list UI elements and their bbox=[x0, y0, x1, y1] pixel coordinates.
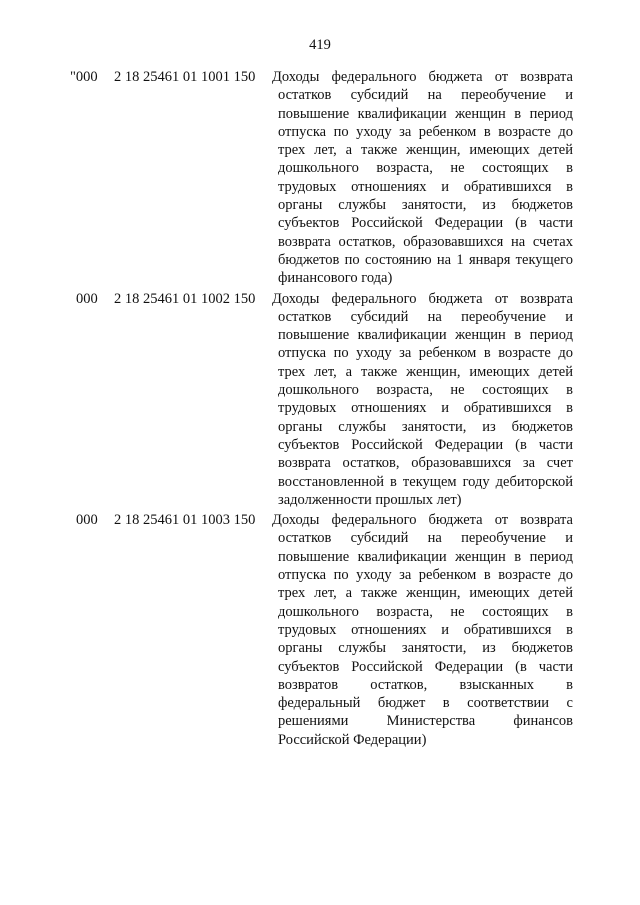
description-line: финансового года) bbox=[278, 270, 393, 287]
budget-classification-code: 2 18 25461 01 1003 150 bbox=[114, 512, 256, 529]
income-description bbox=[272, 290, 573, 510]
description-line: отпуска по уходу за ребенком в возрасте до bbox=[278, 123, 573, 140]
admin-code: 000 bbox=[76, 290, 98, 307]
description-line: субъектов Российской Федерации (в части bbox=[278, 658, 573, 675]
description-line: отпуска по уходу за ребенком в возрасте до bbox=[278, 345, 573, 362]
description-line: остатков субсидий на переобучение и bbox=[278, 308, 573, 325]
description-line: Российской Федерации) bbox=[278, 731, 427, 748]
description-line: повышение квалификации женщин в период bbox=[278, 327, 573, 344]
description-line: трудовых отношениях и обратившихся в bbox=[278, 621, 573, 638]
budget-classification-code: 2 18 25461 01 1001 150 bbox=[114, 69, 256, 85]
description-line: остатков субсидий на переобучение и bbox=[278, 87, 573, 104]
description-line: трех лет, а также женщин, имеющих детей bbox=[278, 142, 573, 159]
description-line: дошкольного возраста, не состоящих в bbox=[278, 382, 573, 399]
description-line: решениями Министерства финансов bbox=[278, 713, 573, 730]
description-line: субъектов Российской Федерации (в части bbox=[278, 215, 573, 232]
budget-code-row bbox=[0, 511, 640, 749]
admin-code: "000 bbox=[70, 69, 98, 85]
description-line: трех лет, а также женщин, имеющих детей bbox=[278, 363, 573, 380]
page-number: 419 bbox=[309, 37, 331, 53]
description-line: органы службы занятости, из бюджетов bbox=[278, 640, 573, 657]
description-line: возврата остатков, образовавшихся за счет bbox=[278, 455, 573, 472]
description-line: остатков субсидий на переобучение и bbox=[278, 530, 573, 547]
budget-code-list bbox=[0, 68, 640, 749]
description-line: повышение квалификации женщин в период bbox=[278, 105, 573, 122]
description-line: дошкольного возраста, не состоящих в bbox=[278, 603, 573, 620]
description-line: Доходы федерального бюджета от возврата bbox=[272, 290, 573, 307]
description-line: федеральный бюджет в соответствии с bbox=[278, 695, 573, 712]
description-line: субъектов Российской Федерации (в части bbox=[278, 436, 573, 453]
admin-code: 000 bbox=[76, 512, 98, 529]
budget-code-row bbox=[0, 290, 640, 510]
description-line: повышение квалификации женщин в период bbox=[278, 548, 573, 565]
description-line: органы службы занятости, из бюджетов bbox=[278, 197, 573, 214]
description-line: возврата остатков, образовавшихся на счетах bbox=[278, 233, 573, 250]
description-line: отпуска по уходу за ребенком в возрасте до bbox=[278, 567, 573, 584]
description-line: задолженности прошлых лет) bbox=[278, 491, 462, 508]
description-line: восстановленной в текущем году дебиторской bbox=[278, 473, 573, 490]
description-line: бюджетов по состоянию на 1 января текущего bbox=[278, 251, 573, 268]
income-description bbox=[272, 511, 573, 749]
description-line: трех лет, а также женщин, имеющих детей bbox=[278, 585, 573, 602]
description-line: трудовых отношениях и обратившихся в bbox=[278, 178, 573, 195]
description-line: дошкольного возраста, не состоящих в bbox=[278, 160, 573, 177]
description-line: возвратов остатков, взысканных в bbox=[278, 676, 573, 693]
description-line: Доходы федерального бюджета от возврата bbox=[272, 512, 573, 529]
description-line: Доходы федерального бюджета от возврата bbox=[272, 69, 573, 85]
description-line: трудовых отношениях и обратившихся в bbox=[278, 400, 573, 417]
budget-classification-code: 2 18 25461 01 1002 150 bbox=[114, 290, 256, 307]
income-description bbox=[272, 68, 573, 288]
description-line: органы службы занятости, из бюджетов bbox=[278, 418, 573, 435]
budget-code-row bbox=[0, 68, 640, 288]
